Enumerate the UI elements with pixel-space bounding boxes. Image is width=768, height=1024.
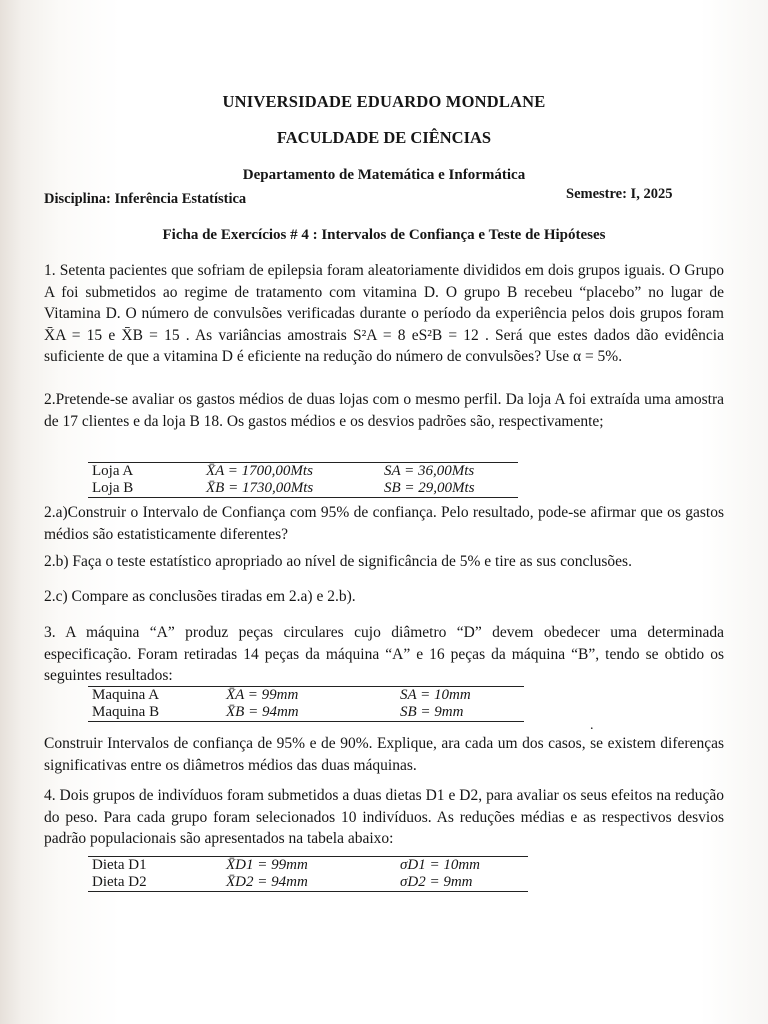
question-4-intro: 4. Dois grupos de indivíduos foram submetidos a duas dietas D1 e D2, para avaliar os seus efeitos na redução do peso. Para cada grupo foram selecionados 10 indivíduos. As reduções médias e as respectivos desvios padrão populacionais são apresentados na tabela abaixo: [44,787,724,847]
table-row [88,687,524,705]
table-row [88,874,528,892]
question-2a: 2.a)Construir o Intervalo de Confiança com 95% de confiança. Pelo resultado, pode-se afirmar que os gastos médios são estatisticamente diferentes? [44,504,724,543]
question-1: 1. Setenta pacientes que sofriam de epilepsia foram aleatoriamente divididos em dois grupos iguais. O Grupo A foi submetidos ao regime de tratamento com vitamina D. O grupo B recebeu “placebo” no lugar de Vitamina D. O número de convulsões verificadas durante o período da experiência pelos dois grupos foram X̄A = 15 e X̄B = 15 . As variâncias amostrais S²A = 8 eS²B = 12 . Será que estes dados dão evidência suficiente de que a vitamina D é eficiente na redução do número de convulsões? Use α = 5%. [44,262,724,365]
question-3-table [88,686,524,722]
table-cell: σD1 = 10mm [396,857,528,875]
table-cell: σD2 = 9mm [396,874,528,892]
table-cell: X̄D2 = 94mm [222,874,396,892]
question-2b: 2.b) Faça o teste estatístico apropriado ao nível de significância de 5% e tire as sus conclusões. [44,553,632,570]
table-cell: SB = 29,00Mts [380,480,518,498]
table-cell: SA = 10mm [396,687,524,705]
question-4-table [88,856,528,892]
department-name: Departamento de Matemática e Informática [242,167,526,183]
faculty-name: FACULDADE DE CIÊNCIAS [276,128,492,147]
table-cell: SB = 9mm [396,704,524,722]
table-cell: Dieta D1 [88,857,222,875]
semester-label: Semestre: I, 2025 [566,186,673,202]
table-cell: X̄B = 1730,00Mts [202,480,380,498]
table-row [88,463,518,481]
table-cell: X̄A = 1700,00Mts [202,463,380,481]
stray-mark: . [590,718,594,733]
sheet-title: Ficha de Exercícios # 4 : Intervalos de Confiança e Teste de Hipóteses [162,227,606,243]
table-row [88,704,524,722]
table-row [88,857,528,875]
table-cell: Dieta D2 [88,874,222,892]
table-cell: X̄D1 = 99mm [222,857,396,875]
table-cell: Maquina A [88,687,222,705]
question-2-table [88,462,518,498]
question-3-outro: Construir Intervalos de confiança de 95% e de 90%. Explique, ara cada um dos casos, se existem diferenças significativas entre os diâmetros médios das duas máquinas. [44,735,724,774]
discipline-label: Disciplina: Inferência Estatística [44,191,247,207]
table-cell: Loja A [88,463,202,481]
table-cell: X̄A = 99mm [222,687,396,705]
university-name: UNIVERSIDADE EDUARDO MONDLANE [222,92,546,111]
question-3-intro: 3. A máquina “A” produz peças circulares cujo diâmetro “D” devem obedecer uma determinada especificação. Foram retiradas 14 peças da máquina “A” e 16 peças da máquina “B”, tendo se obtido os seguintes resultados: [44,624,724,684]
table-cell: SA = 36,00Mts [380,463,518,481]
table-cell: Loja B [88,480,202,498]
question-2c: 2.c) Compare as conclusões tiradas em 2.a) e 2.b). [44,588,356,605]
table-cell: Maquina B [88,704,222,722]
table-row [88,480,518,498]
question-2-intro: 2.Pretende-se avaliar os gastos médios de duas lojas com o mesmo perfil. Da loja A foi extraída uma amostra de 17 clientes e da loja B 18. Os gastos médios e os desvios padrões são, respectivamente; [44,391,724,430]
table-cell: X̄B = 94mm [222,704,396,722]
